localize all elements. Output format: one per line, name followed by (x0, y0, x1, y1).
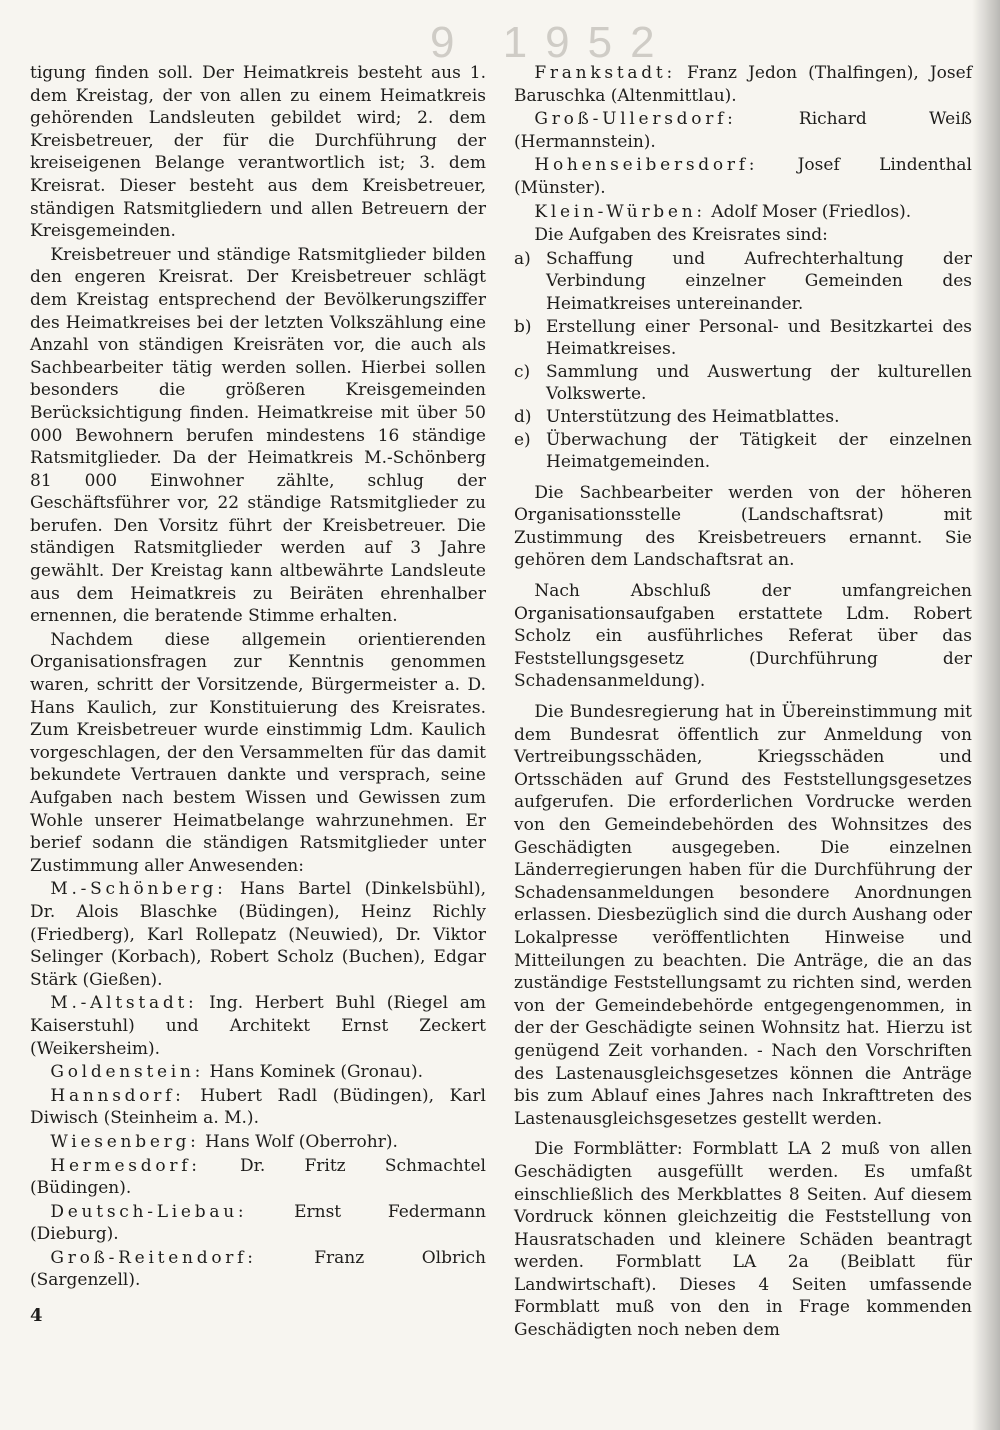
member-names: Hans Wolf (Oberrohr). (199, 1131, 398, 1152)
place-name: Hannsdorf: (50, 1085, 185, 1106)
place-name: Hohenseibersdorf: (534, 155, 759, 176)
member-names: Hubert Radl (Büdingen), Karl Diwisch (Steinheim a. M.). (30, 1085, 486, 1129)
paragraph: Nach Abschluß der umfangreichen Organisationsaufgaben erstattete Ldm. Robert Scholz ein ausführliches Referat über das Feststellungsgesetz (Durchführung der Schadensanmeldung). (514, 581, 972, 692)
place-name: Frankstadt: (534, 63, 676, 83)
council-member-entry (30, 1155, 486, 1200)
list-marker: a) (514, 248, 531, 269)
place-name: M.-Altstadt: (50, 993, 198, 1014)
council-member-entry (30, 1131, 486, 1154)
place-name: Goldenstein: (50, 1062, 205, 1083)
task-list-item (514, 248, 972, 316)
place-name: Deutsch-Liebau: (50, 1201, 248, 1222)
council-member-entry (514, 154, 972, 199)
place-name: Hermesdorf: (50, 1155, 201, 1176)
paragraph: Kreisbetreuer und ständige Ratsmitglieder bilden den engeren Kreisrat. Der Kreisbetreuer schlägt dem Kreistag entsprechend der Bevölkerungsziffer des Heimatkreises bei der letzten Volkszählung eine Anzahl von ständigen Kreisräten vor, die auch als Sachbearbeiter tätig werden sollen. Hierbei sollen besonders die größeren Kreisgemeinden Berücksichtigung finden. Heimatkreise mit über 50 000 Bewohnern berufen mindestens 16 ständige Ratsmitglieder. Da der Heimatkreis M.-Schönberg 81 000 Einwohner zählte, schlug der Geschäftsführer vor, 22 ständige Ratsmitglieder zu berufen. Den Vorsitz führt der Kreisbetreuer. Die ständigen Ratsmitglieder werden auf 3 Jahre gewählt. Der Kreistag kann altbewährte Landsleute aus dem Heimatkreis zu Beiräten ehrenhalber ernennen, die beratende Stimme erhalten. (30, 244, 486, 627)
council-member-entry (514, 201, 972, 224)
member-names: Richard Weiß (Hermannstein). (514, 109, 972, 152)
member-names: Dr. Fritz Schmachtel (Büdingen). (30, 1155, 486, 1199)
task-list-item (514, 361, 972, 406)
paragraph: Nachdem diese allgemein orientierenden Organisationsfragen zur Kenntnis genommen waren, schritt der Vorsitzende, Bürgermeister a. D. Hans Kaulich, zur Konstituierung des Kreisrates. Zum Kreisbetreuer wurde einstimmig Ldm. Kaulich vorgeschlagen, der den Versammelten für das damit bekundete Vertrauen dankte und versprach, seine Aufgaben nach bestem Wissen und Gewissen zum Wohle unserer Heimatbelange wahrzunehmen. Er berief sodann die ständigen Ratsmitglieder unter Zustimmung aller Anwesenden: (30, 629, 486, 876)
council-member-entry (514, 108, 972, 153)
list-item-text: Schaffung und Aufrechterhaltung der Verbindung einzelner Gemeinden des Heimatkreises untereinander. (546, 248, 972, 314)
page-number: 4 (30, 1305, 43, 1326)
paragraph: Die Sachbearbeiter werden von der höheren Organisationsstelle (Landschaftsrat) mit Zustimmung des Kreisbetreuers ernannt. Sie gehören dem Landschaftsrat an. (514, 482, 972, 571)
council-member-entry (30, 1247, 486, 1292)
place-name: Klein-Würben: (534, 201, 706, 222)
paragraph: Die Formblätter: Formblatt LA 2 muß von allen Geschädigten ausgefüllt werden. Es umfaßt einschließlich des Merkblattes 8 Seiten. Auf diesem Vordruck können gleichzeitig die Feststellung von Hausratschaden und kleinere Schäden beantragt werden. Formblatt LA 2a (Beiblatt für Landwirtschaft). Dieses 4 Seiten umfassende Formblatt muß von den in Frage kommenden Geschädigten noch neben dem (514, 1139, 972, 1341)
member-names: Hans Bartel (Dinkelsbühl), Dr. Alois Blaschke (Büdingen), Heinz Richly (Friedberg), Karl Rollepatz (Neuwied), Dr. Viktor Selinger (Korbach), Robert Scholz (Buchen), Edgar Stärk (Gießen). (30, 879, 486, 990)
list-item-text: Unterstützung des Heimatblattes. (546, 406, 840, 427)
task-list-item (514, 406, 972, 429)
page-edge-shadow (972, 0, 1000, 1430)
list-marker: d) (514, 406, 532, 427)
council-member-entry (514, 62, 972, 107)
right-column (514, 62, 972, 1343)
place-name: Groß-Reitendorf: (50, 1247, 257, 1268)
task-list-item (514, 316, 972, 361)
list-item-text: Überwachung der Tätigkeit der einzelnen Heimatgemeinden. (546, 429, 972, 473)
member-names: Ing. Herbert Buhl (Riegel am Kaiserstuhl) und Architekt Ernst Zeckert (Weikersheim). (30, 993, 486, 1059)
member-names: Hans Kominek (Gronau). (204, 1062, 423, 1083)
task-list (514, 248, 972, 474)
paragraph: Die Aufgaben des Kreisrates sind: (534, 225, 828, 246)
place-name: Groß-Ullersdorf: (534, 109, 737, 130)
paragraph: Die Bundesregierung hat in Übereinstimmung mit dem Bundesrat öffentlich zur Anmeldung von Vertreibungsschäden, Kriegsschäden und Ortsschäden auf Grund des Feststellungsgesetzes aufgerufen. Die erforderlichen Vordrucke werden von den Gemeindebehörden des Wohnsitzes des Geschädigten ausgegeben. Die einzelnen Länderregierungen haben für die Durchführung der Schadensanmeldungen besondere Anordnungen erlassen. Diesbezüglich sind die durch Aushang oder Lokalpresse veröffentlichten Hinweise und Mitteilungen zu beachten. Die Anträge, die an das zuständige Feststellungsamt zu richten sind, werden von der Gemeindebehörde entgegengenommen, in der der Geschädigte seinen Wohnsitz hat. Hierzu ist genügend Zeit vorhanden. - Nach den Vorschriften des Lastenausgleichsgesetzes können die Anträge bis zum Ablauf eines Jahres nach Inkrafttreten des Lastenausgleichsgesetzes gestellt werden. (514, 702, 972, 1129)
member-names: Franz Olbrich (Sargenzell). (30, 1247, 486, 1291)
list-item-text: Erstellung einer Personal- und Besitzkartei des Heimatkreises. (546, 316, 972, 360)
archive-stamp: 9 1952 (430, 18, 673, 67)
list-marker: e) (514, 429, 531, 450)
paragraph: tigung finden soll. Der Heimatkreis besteht aus 1. dem Kreistag, der von allen zu einem Heimatkreis gehörenden Landsleuten gebildet wird; 2. dem Kreisbetreuer, der für die Durchführung der kreiseigenen Belange verantwortlich ist; 3. dem Kreisrat. Dieser besteht aus dem Kreisbetreuer, ständigen Ratsmitgliedern und allen Betreuern der Kreisgemeinden. (30, 63, 486, 242)
council-member-entry (30, 1061, 486, 1084)
council-member-entry (30, 1085, 486, 1130)
place-name: M.-Schönberg: (50, 879, 227, 900)
list-item-text: Sammlung und Auswertung der kulturellen Volkswerte. (546, 361, 972, 405)
place-name: Wiesenberg: (50, 1131, 200, 1152)
left-column (30, 62, 486, 1293)
task-list-item (514, 429, 972, 474)
list-marker: b) (514, 316, 532, 337)
list-marker: c) (514, 361, 531, 382)
council-member-entry (30, 992, 486, 1060)
member-names: Franz Jedon (Thalfingen), Josef Baruschka (Altenmittlau). (514, 63, 972, 106)
council-member-entry (30, 878, 486, 991)
member-names: Josef Lindenthal (Münster). (514, 155, 972, 198)
member-names: Adolf Moser (Friedlos). (705, 201, 912, 222)
council-member-entry (30, 1201, 486, 1246)
member-names: Ernst Federmann (Dieburg). (30, 1201, 486, 1245)
